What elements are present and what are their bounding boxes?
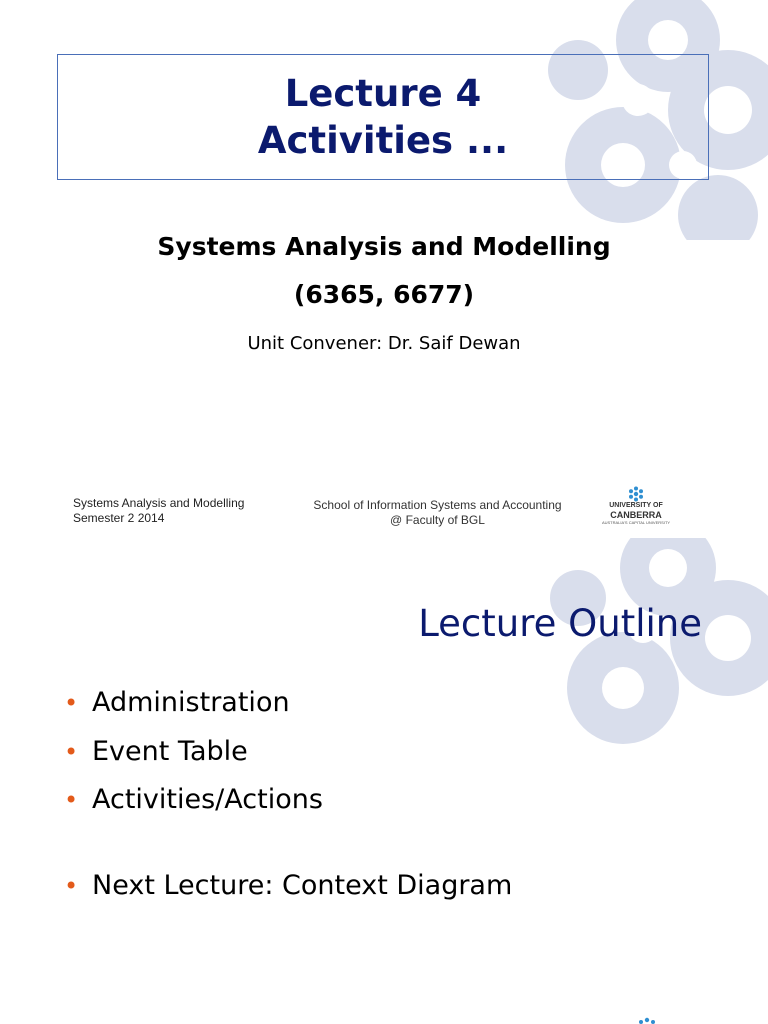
bullet-dot-icon: • — [64, 786, 79, 814]
unit-convener: Unit Convener: Dr. Saif Dewan — [247, 333, 521, 354]
list-item-text: Next Lecture: Context Diagram — [92, 869, 513, 901]
lecture-subtitle: Activities ... — [257, 119, 509, 162]
list-item — [64, 732, 512, 781]
gear-cluster-watermark-icon — [518, 538, 768, 758]
footer-semester: Semester 2 2014 — [73, 511, 165, 525]
list-item — [64, 683, 512, 732]
footer-course: Systems Analysis and Modelling — [73, 496, 245, 510]
outline-title: Lecture Outline — [418, 602, 702, 645]
list-item-text: Activities/Actions — [92, 784, 323, 815]
list-item — [64, 866, 512, 915]
bullet-dot-icon: • — [64, 871, 79, 900]
snowflake-logo-icon — [627, 486, 645, 502]
footer-left — [73, 496, 244, 526]
list-item-text: Administration — [92, 687, 290, 718]
course-name: Systems Analysis and Modelling — [157, 232, 611, 261]
university-logo — [598, 486, 674, 532]
logo-university-of: UNIVERSITY OF — [609, 502, 663, 509]
bullet-dot-icon: • — [64, 689, 79, 717]
course-codes: (6365, 6677) — [293, 280, 475, 309]
bullet-dot-icon: • — [64, 737, 79, 766]
logo-tagline: AUSTRALIA'S CAPITAL UNIVERSITY — [601, 520, 671, 525]
list-item-text: Event Table — [92, 735, 248, 767]
footer-faculty: @ Faculty of BGL — [390, 513, 485, 527]
outline-list — [64, 683, 512, 914]
slide-outline — [0, 538, 768, 1024]
snowflake-logo-icon — [636, 1016, 658, 1024]
footer-school: School of Information Systems and Accounting — [313, 498, 562, 512]
logo-canberra: CANBERRA — [610, 510, 662, 520]
lecture-title: Lecture 4 — [284, 72, 482, 115]
list-item — [64, 780, 512, 829]
footer-middle — [300, 498, 575, 528]
title-box — [57, 54, 709, 180]
